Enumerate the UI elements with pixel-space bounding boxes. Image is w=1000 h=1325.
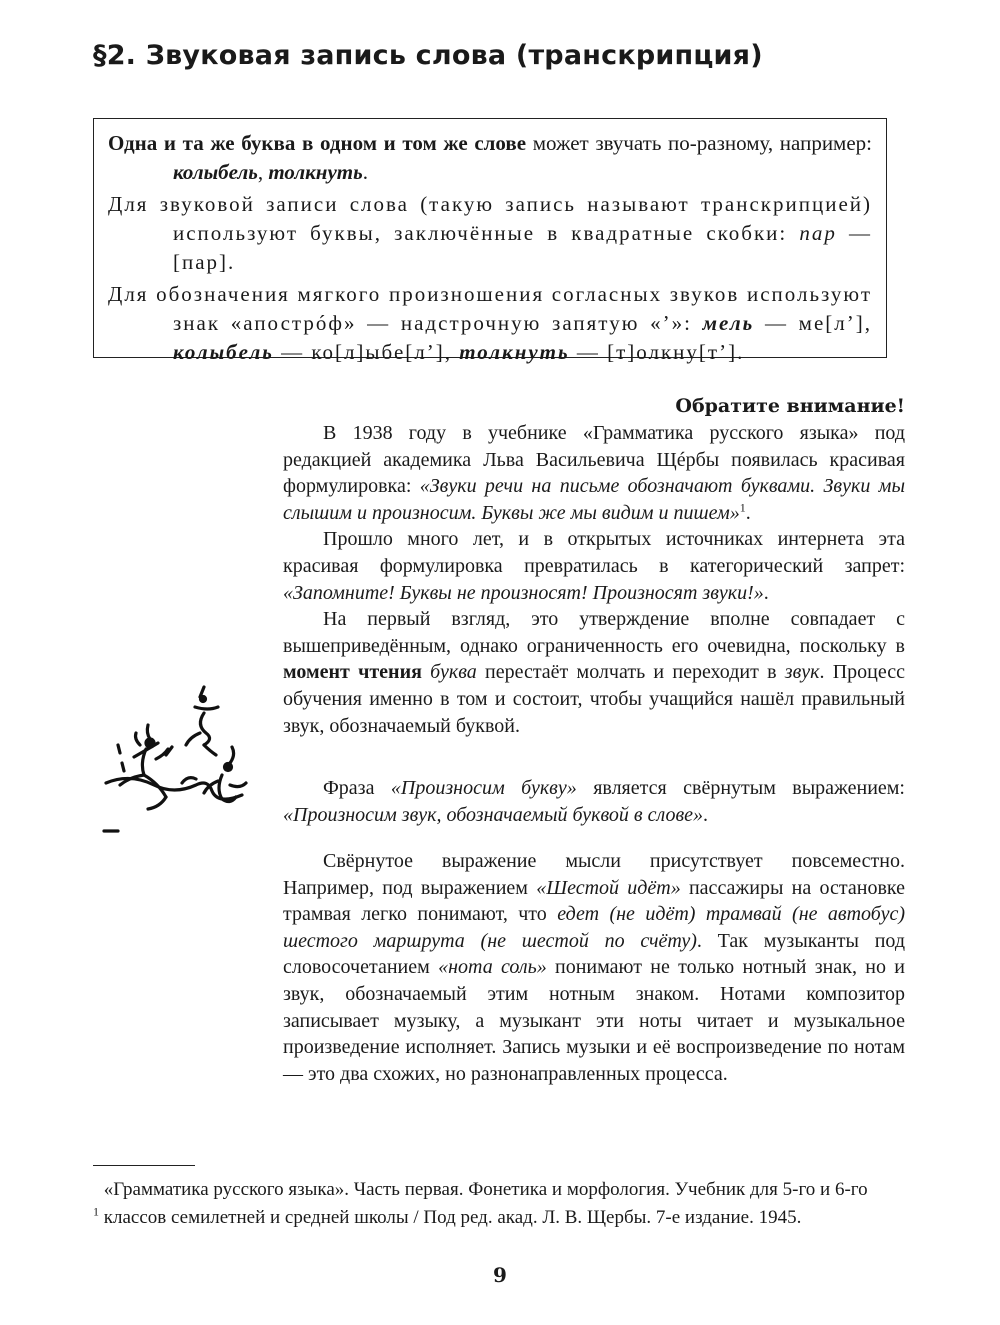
rule-paragraph-3 [108, 280, 872, 367]
rule-bold-lead: Одна и та же буква в одном и том же слове [108, 131, 527, 155]
body-paragraph-3 [283, 606, 905, 739]
example-word: толкнуть [268, 160, 363, 184]
body-text: . Так музыканты под словосочетанием [283, 929, 906, 979]
rule-paragraph-2 [108, 190, 872, 277]
page-number: 9 [493, 1263, 507, 1287]
footnote-ref[interactable]: 1 [739, 500, 746, 515]
body-text: На первый взгляд, это утверждение вполне совпадает с вышеприведённым, однако ограниченность его очевидна, поскольку в [283, 608, 905, 657]
transcription: — ко[л]ыбе[л’], [273, 340, 460, 364]
quote: «Произносим букву» [390, 777, 577, 799]
rule-text: . [228, 250, 236, 274]
example-word: колыбель [173, 340, 274, 364]
body-text: понимают не только нотный знак, но и звук, обозначаемый этим нотным знаком. Нотами композитор записывает музыку, а музыкант эти ноты читает и музыкальное произведение исполняет. Запись музыки и её воспроизведение по нотам — это два схожих, но разнонаправленных процесса. [283, 956, 906, 1085]
italic-term: буква [430, 661, 477, 684]
notice-heading: Обратите внимание! [675, 395, 905, 417]
example-word: мель [702, 311, 755, 335]
body-text: Свёрнутое выражение мысли присутствует повсеместно. Например, под выражением [283, 850, 905, 899]
rule-text: , [257, 160, 269, 184]
body-text [422, 661, 430, 683]
italic-term: едет (не идёт) трамвай (не автобус) шестого маршрута (не шестой по счёту) [283, 903, 905, 952]
transcription: [пар] [173, 250, 229, 274]
rule-text: Для обозначения мягкого произношения согласных звуков используют знак «апострóф» — надстрочную запятую «’»: [108, 282, 872, 335]
body-paragraph-4 [283, 775, 905, 828]
body-block-2 [283, 775, 905, 828]
italic-term: звук [784, 661, 820, 684]
body-text: перестаёт молчать и переходит в [476, 661, 785, 684]
quote: «нота соль» [438, 956, 547, 979]
quote: «Шестой идёт» [536, 876, 681, 899]
body-paragraph-1 [283, 420, 905, 526]
rule-text: может звучать по-разному, например: [526, 131, 873, 155]
dancing-figures-illustration [100, 685, 250, 835]
body-block-3 [283, 848, 905, 1087]
body-text: . [763, 581, 769, 604]
rule-text: . [362, 160, 368, 184]
example-word: колыбель [173, 160, 258, 184]
body-text: Фраза [323, 777, 391, 799]
bold-term: момент чтения [283, 661, 422, 684]
body-text: В 1938 году в учебнике «Грамматика русского языка» под редакцией академика Льва Васильевича Щéрбы появилась красивая формулировка: [283, 422, 905, 498]
body-paragraph-5 [283, 848, 905, 1087]
rule-box [93, 118, 887, 364]
rule-text: Для звуковой записи слова (такую запись называют транскрипцией) используют буквы, заключённые в квадратные скобки: [108, 192, 872, 245]
body-text: пассажиры на остановке трамвая легко понимают, что [283, 876, 905, 926]
footnote-number: 1 [93, 1204, 99, 1219]
footnote-text: «Грамматика русского языка». Часть первая. Фонетика и морфология. Учебник для 5-го и 6-го классов семилетней и средней школы / Под ред. акад. Л. В. Щербы. 7-е издание. 1945. [103, 1179, 868, 1228]
body-text: является свёрнутым выражением: [576, 777, 905, 799]
section-title: §2. Звуковая запись слова (транскрипция) [93, 40, 763, 71]
quote: «Запомните! Буквы не произносят! Произносят звуки!» [283, 581, 764, 604]
body-block-1 [283, 420, 905, 739]
body-paragraph-2 [283, 526, 905, 606]
body-text: . [703, 803, 709, 826]
example-word: пар [799, 221, 837, 245]
footnote [93, 1176, 905, 1232]
example-word: толкнуть [459, 340, 570, 364]
quote: «Произносим звук, обозначаемый буквой в слове» [283, 803, 704, 826]
rule-paragraph-1 [108, 129, 872, 187]
footnote-divider [93, 1165, 195, 1166]
body-text: . [745, 501, 751, 524]
quote: «Звуки речи на письме обозначают буквами. Звуки мы слышим и произносим. Буквы же мы видим и пишем» [283, 475, 905, 524]
body-text: Прошло много лет, и в открытых источниках интернета эта красивая формулировка превратилась в категорический запрет: [283, 528, 905, 577]
transcription: — [т]олкну[т’]. [569, 340, 745, 364]
transcription: — ме[л’], [754, 311, 872, 335]
body-text: . Процесс обучения именно в том и состоит, чтобы учащийся нашёл правильный звук, обозначаемый буквой. [283, 661, 905, 737]
rule-text: — [836, 221, 872, 245]
